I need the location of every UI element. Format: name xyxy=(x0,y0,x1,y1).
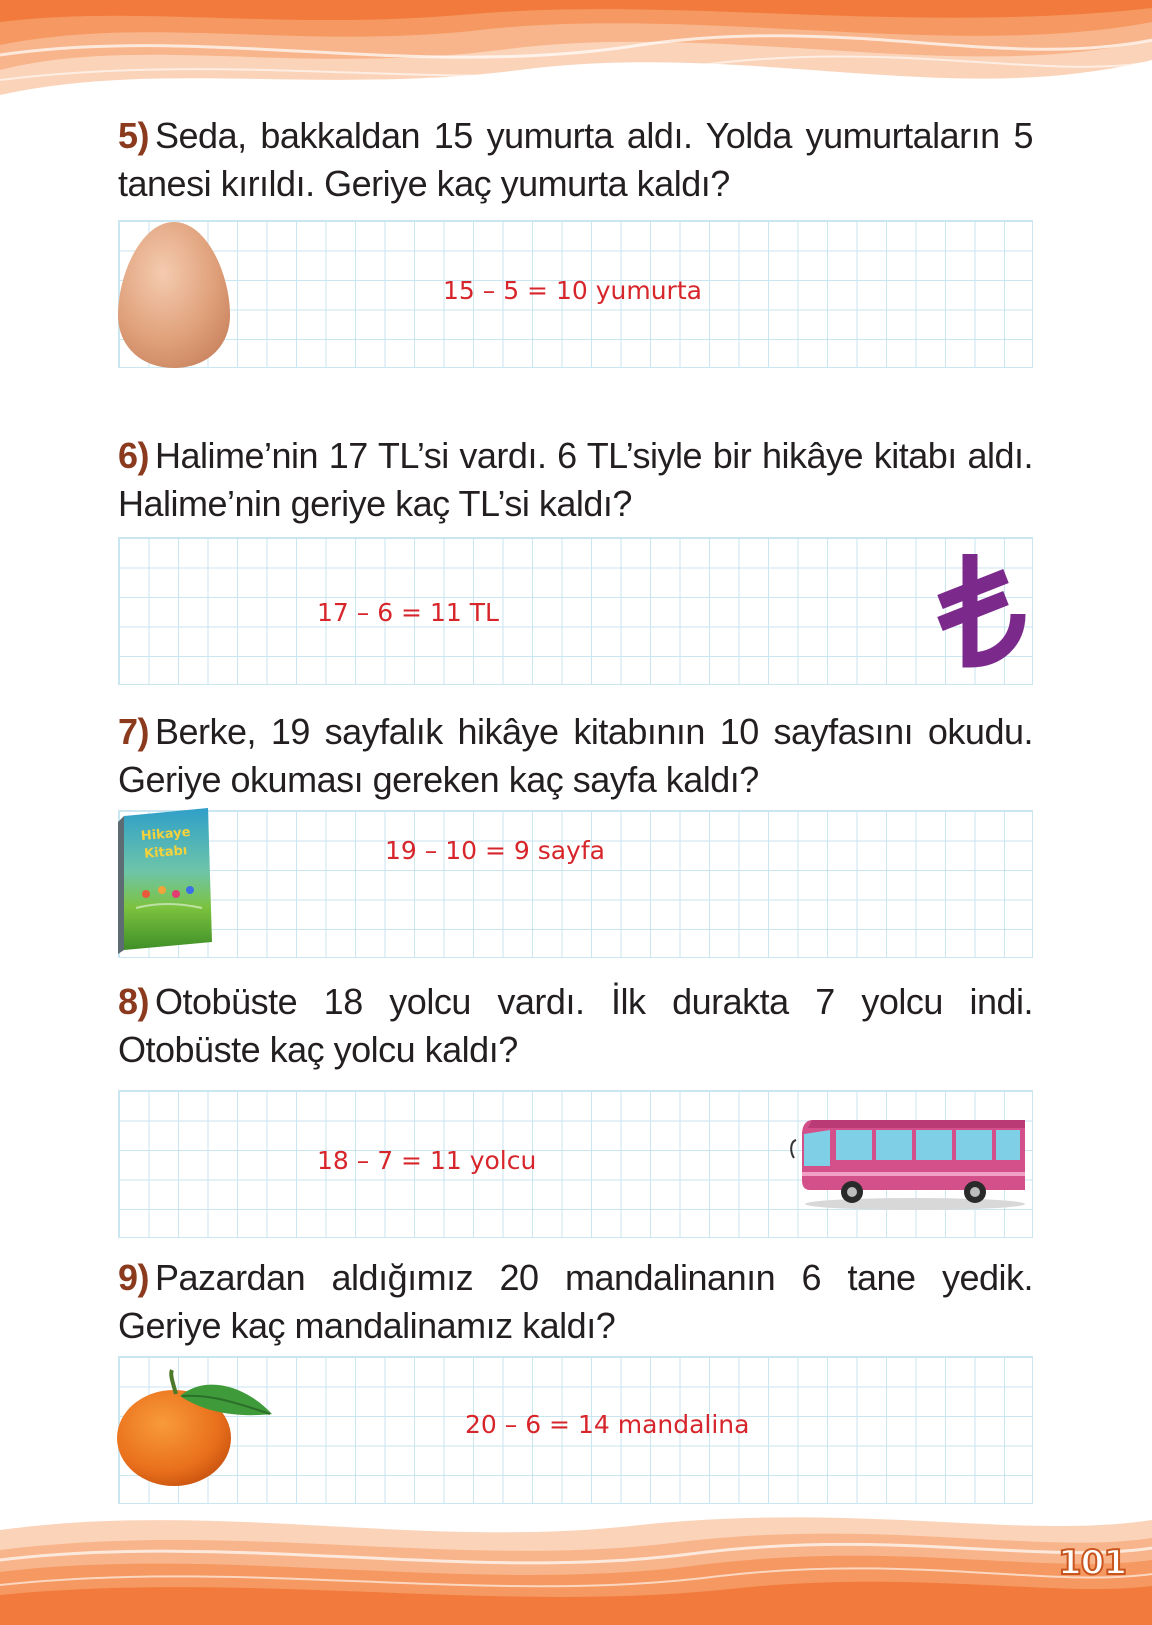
book-title-line1: Hikaye xyxy=(140,824,192,845)
story-book-image xyxy=(116,808,216,954)
answer-grid-7 xyxy=(118,810,1033,958)
answer-9: 20 – 6 = 14 mandalina xyxy=(465,1410,750,1439)
bus-image xyxy=(790,1112,1030,1212)
question-number: 9) xyxy=(118,1257,150,1298)
question-5 xyxy=(118,112,1033,208)
egg-image xyxy=(116,220,232,370)
question-9 xyxy=(118,1254,1033,1350)
question-text: Pazardan aldığımız 20 mandalinanın 6 tane yedik. Geriye kaç mandalinamız kaldı? xyxy=(118,1257,1033,1346)
question-6 xyxy=(118,432,1033,528)
question-text: Seda, bakkaldan 15 yumurta aldı. Yolda yumurtaların 5 tanesi kırıldı. Geriye kaç yumurta kaldı? xyxy=(118,115,1033,204)
question-text: Berke, 19 sayfalık hikâye kitabının 10 sayfasını okudu. Geriye okuması gereken kaç sayfa kaldı? xyxy=(118,711,1033,800)
answer-5: 15 – 5 = 10 yumurta xyxy=(443,276,702,305)
book-title-line2: Kitabı xyxy=(143,843,188,862)
question-7 xyxy=(118,708,1033,804)
page-number: 101 xyxy=(1058,1543,1126,1583)
bottom-wave-decoration xyxy=(0,1510,1152,1625)
answer-7: 19 – 10 = 9 sayfa xyxy=(385,836,605,865)
answer-grid-6 xyxy=(118,537,1033,685)
question-number: 5) xyxy=(118,115,150,156)
question-number: 8) xyxy=(118,981,150,1022)
tangerine-image xyxy=(116,1368,276,1488)
answer-8: 18 – 7 = 11 yolcu xyxy=(317,1146,537,1175)
turkish-lira-icon xyxy=(936,550,1026,674)
answer-6: 17 – 6 = 11 TL xyxy=(317,598,499,627)
top-wave-decoration xyxy=(0,0,1152,110)
question-text: Halime’nin 17 TL’si vardı. 6 TL’siyle bir hikâye kitabı aldı. Halime’nin geriye kaç TL’si kaldı? xyxy=(118,435,1033,524)
question-number: 6) xyxy=(118,435,150,476)
question-number: 7) xyxy=(118,711,150,752)
question-8 xyxy=(118,978,1033,1074)
question-text: Otobüste 18 yolcu vardı. İlk durakta 7 yolcu indi. Otobüste kaç yolcu kaldı? xyxy=(118,981,1033,1070)
